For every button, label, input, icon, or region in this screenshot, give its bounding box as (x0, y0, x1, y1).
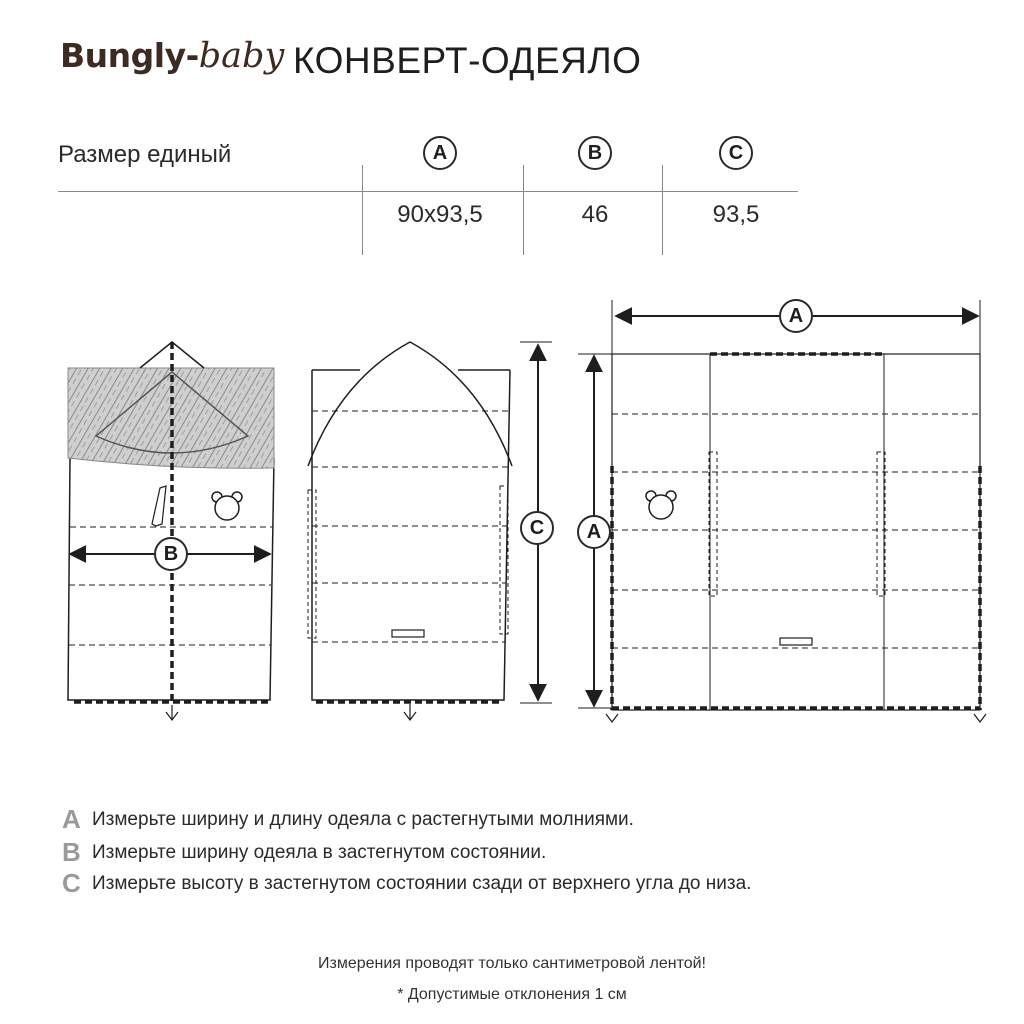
note-letter: A (62, 804, 81, 834)
back-hood (308, 342, 512, 466)
value-a: 90x93,5 (397, 201, 483, 228)
brand-script: baby (198, 36, 285, 76)
value-b: 46 (581, 201, 609, 228)
dimension-b-label: B (154, 537, 188, 571)
brand-name: Bungly- (60, 36, 199, 75)
open-blanket-outline (612, 354, 980, 710)
back-view (308, 342, 552, 720)
note-a (62, 804, 634, 835)
size-row-label: Размер единый (58, 141, 232, 168)
value-c: 93,5 (712, 201, 760, 228)
footer-tolerance-note: * Допустимые отклонения 1 см (397, 986, 627, 1003)
product-title: КОНВЕРТ-ОДЕЯЛО (293, 40, 642, 81)
front-view (68, 342, 274, 720)
note-text: Измерьте высоту в застегнутом состоянии сзади от верхнего угла до низа. (92, 872, 752, 894)
dimension-a-height-label: A (577, 515, 611, 549)
note-b (62, 837, 546, 868)
note-c (62, 868, 751, 899)
open-view (578, 300, 986, 722)
column-header-c: C (719, 136, 753, 170)
column-header-b: B (578, 136, 612, 170)
bear-icon (212, 492, 242, 520)
note-text: Измерьте ширину и длину одеяла с растегнутыми молниями. (92, 808, 634, 830)
note-letter: B (62, 837, 81, 867)
dimension-a-width-label: A (779, 299, 813, 333)
note-text: Измерьте ширину одеяла в застегнутом состоянии. (92, 841, 547, 863)
back-label-icon (392, 630, 424, 637)
column-header-a: A (423, 136, 457, 170)
back-body-outline (312, 370, 510, 700)
dimension-c-label: C (520, 511, 554, 545)
note-letter: C (62, 868, 81, 898)
zipper-pull-icon (152, 486, 166, 526)
open-label-icon (780, 638, 812, 645)
footer-measurement-note: Измерения проводят только сантиметровой лентой! (318, 955, 706, 972)
bear-icon (646, 491, 676, 519)
